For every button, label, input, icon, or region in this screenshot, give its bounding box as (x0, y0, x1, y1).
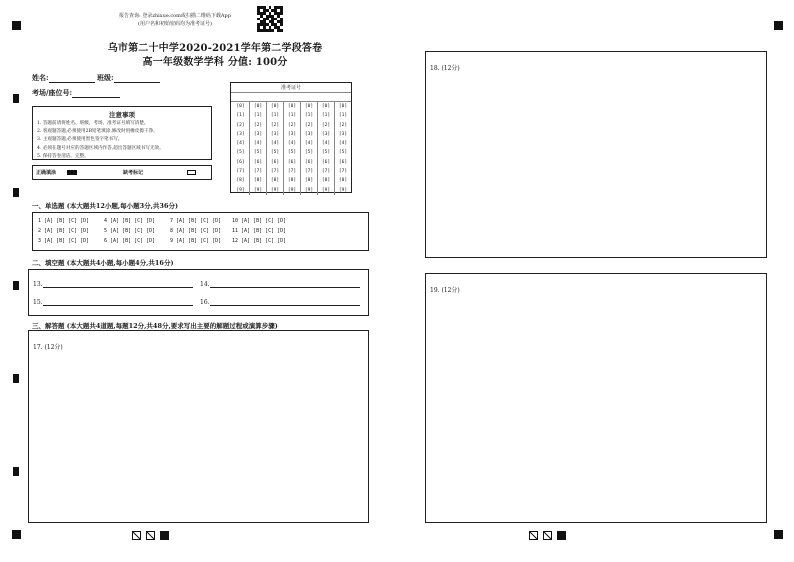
q13-label: 13. (33, 281, 43, 288)
room-label: 考场/座位号: (32, 88, 73, 97)
exam-id-bubble[interactable]: [3] (287, 131, 297, 137)
corner-mark-top-right (774, 21, 783, 30)
answer-area-q17[interactable] (28, 330, 369, 523)
corner-mark-bottom-left (12, 530, 21, 539)
q17-label: 17. (12分) (33, 344, 63, 351)
footer-solid-mark (160, 531, 169, 540)
exam-room-field[interactable] (32, 88, 120, 98)
exam-id-digit-column[interactable] (249, 102, 266, 195)
exam-id-bubble[interactable]: [9] (338, 187, 348, 193)
exam-id-bubble[interactable]: [0] (236, 104, 245, 109)
corner-mark-bottom-right (774, 530, 783, 539)
exam-id-bubble-grid[interactable] (232, 102, 351, 195)
footer-slash-mark (529, 531, 538, 540)
student-name-field[interactable] (32, 73, 160, 83)
exam-id-bubble[interactable]: [2] (287, 122, 297, 128)
exam-id-bubble[interactable]: [5] (338, 150, 348, 156)
page-title: 乌市第二十中学2020-2021学年第二学段答卷 (107, 43, 323, 54)
missing-exam-label: 缺考标记 (123, 170, 144, 176)
fill-question-16[interactable] (200, 299, 360, 306)
exam-id-bubble[interactable]: [3] (338, 131, 348, 137)
section2-title: 二、填空题 (本大题共4小题,每小题4分,共16分) (32, 259, 174, 267)
exam-id-bubble[interactable]: [8] (270, 178, 280, 184)
exam-id-bubble[interactable]: [0] (321, 104, 331, 109)
footer-solid-mark (557, 531, 566, 540)
exam-id-digit-column[interactable] (334, 102, 351, 195)
q15-answer-line[interactable] (43, 299, 193, 306)
side-mark (13, 467, 19, 476)
exam-id-bubble[interactable]: [7] (270, 169, 280, 175)
exam-id-digit-column[interactable] (317, 102, 334, 195)
exam-id-bubble[interactable]: [1] (270, 113, 280, 119)
choice-row[interactable] (38, 238, 298, 244)
exam-id-bubble[interactable]: [5] (270, 150, 280, 156)
exam-id-bubble[interactable]: [8] (304, 178, 314, 184)
exam-id-bubble[interactable]: [9] (253, 187, 263, 193)
exam-id-bubble[interactable]: [2] (236, 122, 245, 128)
q14-label: 14. (200, 281, 210, 288)
footer-slash-mark (132, 531, 141, 540)
exam-id-bubble[interactable]: [4] (236, 141, 245, 147)
exam-id-bubble[interactable]: [3] (304, 131, 314, 137)
notice-item: 2. 客观题答题,必须使用2B铅笔填涂,修改时用橡皮擦干净。 (37, 129, 158, 135)
answer-area-q18[interactable] (425, 51, 767, 258)
exam-id-bubble[interactable]: [9] (270, 187, 280, 193)
fill-example-box (32, 165, 212, 180)
side-mark (13, 94, 19, 103)
exam-id-digit-column[interactable] (232, 102, 249, 195)
choice-group[interactable]: 6 [A] [B] [C] [D] (104, 238, 156, 244)
exam-id-bubble[interactable]: [1] (338, 113, 348, 119)
exam-id-bubble[interactable]: [0] (253, 104, 263, 109)
section1-title: 一、单选题 (本大题共12小题,每小题3分,共36分) (32, 202, 179, 210)
side-mark (13, 281, 19, 290)
exam-id-bubble[interactable]: [5] (253, 150, 263, 156)
fill-question-13[interactable] (33, 281, 193, 288)
exam-id-bubble[interactable]: [7] (253, 169, 263, 175)
exam-id-bubble[interactable]: [3] (321, 131, 331, 137)
exam-id-bubble[interactable]: [9] (321, 187, 331, 193)
exam-id-bubble[interactable]: [2] (304, 122, 314, 128)
exam-id-bubble[interactable]: [0] (304, 104, 314, 109)
exam-id-bubble[interactable]: [4] (253, 141, 263, 147)
correct-fill-sample (67, 170, 77, 175)
exam-id-bubble[interactable]: [1] (304, 113, 314, 119)
exam-id-bubble[interactable]: [8] (253, 178, 263, 184)
choice-group[interactable]: 8 [A] [B] [C] [D] (170, 228, 222, 234)
exam-id-bubble[interactable]: [1] (253, 113, 263, 119)
q16-label: 16. (200, 299, 210, 306)
exam-id-bubble[interactable]: [6] (287, 159, 297, 165)
corner-mark-top-left (12, 21, 21, 30)
exam-id-bubble[interactable]: [6] (253, 159, 263, 165)
exam-id-bubble[interactable]: [6] (304, 159, 314, 165)
q18-label: 18. (12分) (430, 65, 460, 72)
name-blank[interactable] (49, 75, 95, 83)
exam-id-bubble[interactable]: [5] (304, 150, 314, 156)
exam-id-bubble[interactable]: [7] (338, 169, 348, 175)
exam-id-bubble[interactable]: [2] (338, 122, 348, 128)
exam-id-bubble[interactable]: [6] (270, 159, 280, 165)
choice-group[interactable]: 3 [A] [B] [C] [D] (38, 238, 90, 244)
fill-question-14[interactable] (200, 281, 360, 288)
side-mark (13, 188, 19, 197)
exam-id-bubble[interactable]: [2] (321, 122, 331, 128)
exam-id-bubble[interactable]: [5] (236, 150, 245, 156)
choice-group[interactable]: 5 [A] [B] [C] [D] (104, 228, 156, 234)
missing-exam-checkbox[interactable] (187, 170, 196, 175)
exam-id-bubble[interactable]: [7] (321, 169, 331, 175)
choice-group[interactable]: 12 [A] [B] [C] [D] (232, 238, 287, 244)
choice-group[interactable]: 9 [A] [B] [C] [D] (170, 238, 222, 244)
exam-id-bubble[interactable]: [8] (338, 178, 348, 184)
exam-id-bubble[interactable]: [3] (236, 131, 245, 137)
class-label: 班级: (97, 73, 114, 82)
exam-id-bubble[interactable]: [0] (287, 104, 297, 109)
page-subtitle: 高一年级数学学科 分值: 100分 (142, 57, 288, 68)
exam-id-bubble[interactable]: [5] (287, 150, 297, 156)
choice-row[interactable] (38, 218, 298, 224)
section3-title: 三、解答题 (本大题共4道题,每题12分,共48分,要求写出主要的解题过程或演算步骤) (32, 322, 278, 330)
exam-id-bubble[interactable]: [1] (287, 113, 297, 119)
exam-id-digit-column[interactable] (266, 102, 283, 195)
side-mark (13, 374, 19, 383)
section2-box (28, 269, 369, 316)
choice-group[interactable]: 2 [A] [B] [C] [D] (38, 228, 90, 234)
choice-group[interactable]: 11 [A] [B] [C] [D] (232, 228, 287, 234)
correct-fill-label: 正确填涂 (36, 170, 57, 176)
exam-id-bubble[interactable]: [4] (304, 141, 314, 147)
notice-item: 1. 答题前请将姓名、班级、考场、准考证号填写清楚。 (37, 121, 149, 126)
exam-id-bubble[interactable]: [1] (236, 113, 245, 119)
exam-id-bubble[interactable]: [4] (287, 141, 297, 147)
q13-answer-line[interactable] (43, 281, 193, 288)
exam-id-bubble[interactable]: [6] (236, 159, 245, 165)
q14-answer-line[interactable] (210, 281, 360, 288)
q16-answer-line[interactable] (210, 299, 360, 306)
report-query-note (100, 12, 250, 28)
exam-id-bubble[interactable]: [7] (304, 169, 314, 175)
exam-id-bubble[interactable]: [5] (321, 150, 331, 156)
exam-id-bubble[interactable]: [6] (321, 159, 331, 165)
section1-box (32, 212, 369, 251)
exam-id-bubble[interactable]: [7] (287, 169, 297, 175)
name-label: 姓名: (32, 73, 49, 82)
choice-group[interactable]: 4 [A] [B] [C] [D] (104, 218, 156, 224)
exam-id-bubble[interactable]: [7] (236, 169, 245, 175)
notice-item: 5. 保持答卷清洁、完整。 (37, 153, 89, 159)
choice-group[interactable]: 1 [A] [B] [C] [D] (38, 218, 90, 224)
exam-id-bubble[interactable]: [3] (253, 131, 263, 137)
exam-id-title-divider (231, 92, 351, 93)
exam-id-bubble[interactable]: [0] (338, 104, 348, 109)
choice-row[interactable] (38, 228, 298, 234)
answer-area-q19[interactable] (425, 273, 767, 523)
exam-id-bubble[interactable]: [4] (338, 141, 348, 147)
notice-box (32, 106, 212, 160)
exam-id-bubble[interactable]: [1] (321, 113, 331, 119)
exam-id-bubble[interactable]: [2] (253, 122, 263, 128)
exam-id-bubble[interactable]: [9] (287, 187, 297, 193)
room-blank[interactable] (72, 90, 120, 98)
fill-question-15[interactable] (33, 299, 193, 306)
exam-id-bubble[interactable]: [4] (270, 141, 280, 147)
choice-group[interactable]: 10 [A] [B] [C] [D] (232, 218, 287, 224)
exam-id-bubble[interactable]: [8] (321, 178, 331, 184)
exam-id-bubble[interactable]: [0] (270, 104, 280, 109)
exam-id-digit-column[interactable] (300, 102, 317, 195)
q19-label: 19. (12分) (430, 287, 460, 294)
report-query-line1: 报告查询: 登录zhixue.com或扫描二维码下载App (119, 13, 231, 19)
exam-id-title: 准考证号 (280, 85, 301, 91)
class-blank[interactable] (114, 75, 160, 83)
exam-id-bubble[interactable]: [2] (270, 122, 280, 128)
notice-title: 注意事项 (109, 111, 135, 119)
q15-label: 15. (33, 299, 43, 306)
report-query-line2: (用户名和初始密码均为准考证号) (138, 21, 212, 27)
qr-code (257, 6, 283, 32)
exam-id-bubble[interactable]: [9] (236, 187, 245, 193)
exam-id-bubble[interactable]: [8] (236, 178, 245, 184)
notice-item: 4. 必须在题号对应的答题区域内作答,超出答题区域书写无效。 (37, 145, 164, 151)
notice-item: 3. 主观题答题,必须使用黑色签字笔书写。 (37, 137, 123, 143)
choice-group[interactable]: 7 [A] [B] [C] [D] (170, 218, 222, 224)
exam-id-digit-column[interactable] (283, 102, 300, 195)
footer-slash-mark (146, 531, 155, 540)
footer-slash-mark (543, 531, 552, 540)
exam-id-bubble[interactable]: [3] (270, 131, 280, 137)
exam-id-bubble[interactable]: [8] (287, 178, 297, 184)
exam-id-box (230, 82, 352, 193)
exam-id-bubble[interactable]: [6] (338, 159, 348, 165)
exam-id-bubble[interactable]: [9] (304, 187, 314, 193)
exam-id-bubble[interactable]: [4] (321, 141, 331, 147)
